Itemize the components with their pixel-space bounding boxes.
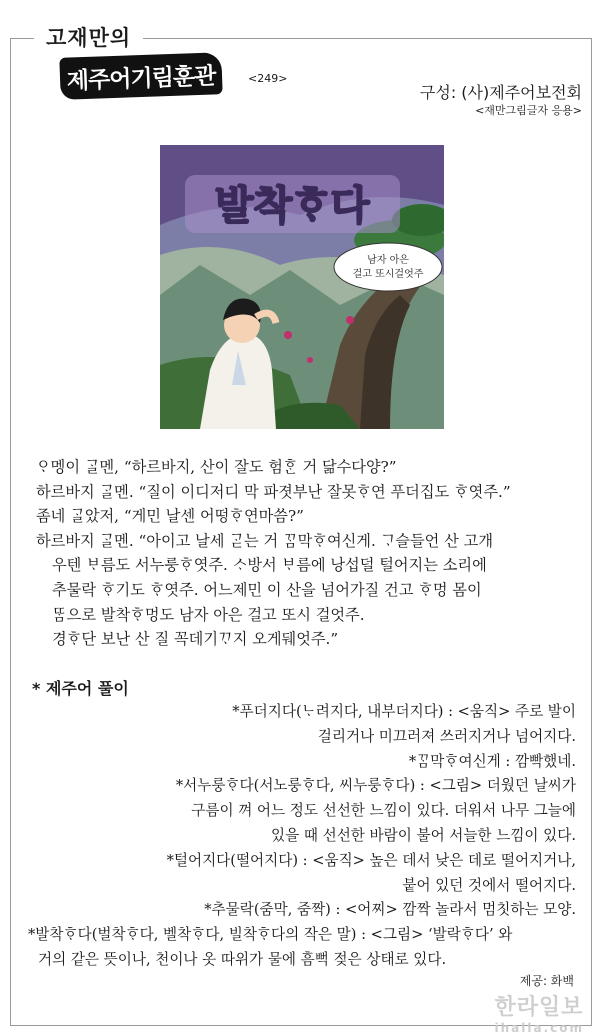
gloss-line: 구름이 껴 어느 정도 선선한 느낌이 있다. 더워서 나무 그늘에 (191, 802, 576, 820)
gloss-line: 거의 같은 뜻이나, 천이나 옷 따위가 물에 흠뻑 젖은 상태로 있다. (38, 950, 447, 968)
dialogue-line: 경ᄒᆞ단 보난 산 질 꼭데기ᄁᆞ지 오게뒈엇주.” (52, 630, 339, 649)
illustrator-signature: 제공: 화백 (519, 974, 574, 988)
credit-line: 구성: (사)제주어보전회 (419, 83, 582, 102)
column-title: 고재만의 (34, 22, 143, 52)
dialogue-line: 하르바지 ᄀᆞᆯ멘. “질이 이디저디 막 파졋부난 잘못ᄒᆞ연 푸더집도 ᄒᆞ엿주.” (36, 482, 511, 501)
illustration-caption-1: 남자 아은 (367, 255, 409, 266)
publisher-watermark (495, 990, 585, 1035)
dialogue-text (36, 455, 576, 652)
gloss-line: *푸더지다(ᄂᆞ려지다, 내부더지다) : <움직> 주로 발이 (232, 703, 576, 720)
cartoon-illustration (160, 145, 444, 429)
dialogue-line: 하르바지 ᄀᆞᆯ멘. “아이고 날세 ᄀᆞᆮ는 거 ᄁᆞᆷ막ᄒᆞ여신게. ᄀᆞ슬들언 산 고개 (36, 531, 493, 550)
credit-subline: <재만그림글자 응용> (475, 104, 582, 117)
gloss-line: *서누룽ᄒᆞ다(서노룽ᄒᆞ다, 씨누룽ᄒᆞ다) : <그림> 더웠던 날씨가 (175, 777, 576, 795)
issue-number: <249> (248, 72, 288, 85)
gloss-line: *털어지다(떨어지다) : <움직> 높은 데서 낮은 데로 떨어지거나, (166, 851, 576, 869)
illustration-title: 발착ᄒᆞ다 (214, 183, 370, 229)
dialogue-line: 추물락 ᄒᆞ기도 ᄒᆞ엿주. 어느제민 이 산을 넘어가질 건고 ᄒᆞ멍 몸이 (52, 580, 482, 599)
dialogue-line: 좀네 ᄀᆞᆯ았저, “게민 날센 어떵ᄒᆞ연마씀?” (36, 507, 304, 526)
gloss-line: *발착ᄒᆞ다(벌착ᄒᆞ다, 벨착ᄒᆞ다, 빌착ᄒᆞ다의 작은 말) : <그림> ‘발락ᄒᆞ다’ 와 (28, 926, 513, 944)
watermark-url: ihalla.com (494, 1021, 584, 1035)
illustration-caption-2: 걸고 또시걸엇주 (352, 269, 424, 280)
dialogue-line: ᄋᆞ멩이 ᄀᆞᆯ멘, “하르바지, 산이 잘도 험ᄒᆞᆫ 거 닮수다양?” (36, 458, 397, 476)
gloss-line: *추물락(줌막, 줌짝) : <어찌> 깜짝 놀라서 멈칫하는 모양. (204, 901, 576, 919)
gloss-line: 걸리거나 미끄러져 쓰러지거나 넘어지다. (317, 727, 576, 745)
series-logo (59, 52, 222, 100)
gloss-line: 붙어 있던 것에서 떨어지다. (402, 876, 576, 894)
dialogue-line: 우텐 ᄇᆞ름도 서누룽ᄒᆞ엿주. ᄉᆞ방서 ᄇᆞ름에 낭섭덜 털어지는 소리에 (52, 556, 487, 575)
gloss-line: 있을 때 선선한 바람이 불어 서늘한 느낌이 있다. (271, 826, 576, 844)
gloss-line: *ᄁᆞᆷ막ᄒᆞ여신게 : 깜빡했네. (408, 752, 576, 770)
dialogue-line: ᄄᆞᆷ으로 발착ᄒᆞ멍도 남자 아은 걸고 또시 걸엇주. (52, 605, 365, 624)
series-logo-text: 제주어기림훈관 (66, 62, 216, 95)
gloss-heading: * 제주어 풀이 (32, 679, 129, 698)
watermark-text: 한라일보 (494, 995, 584, 1020)
gloss-list (28, 700, 576, 973)
